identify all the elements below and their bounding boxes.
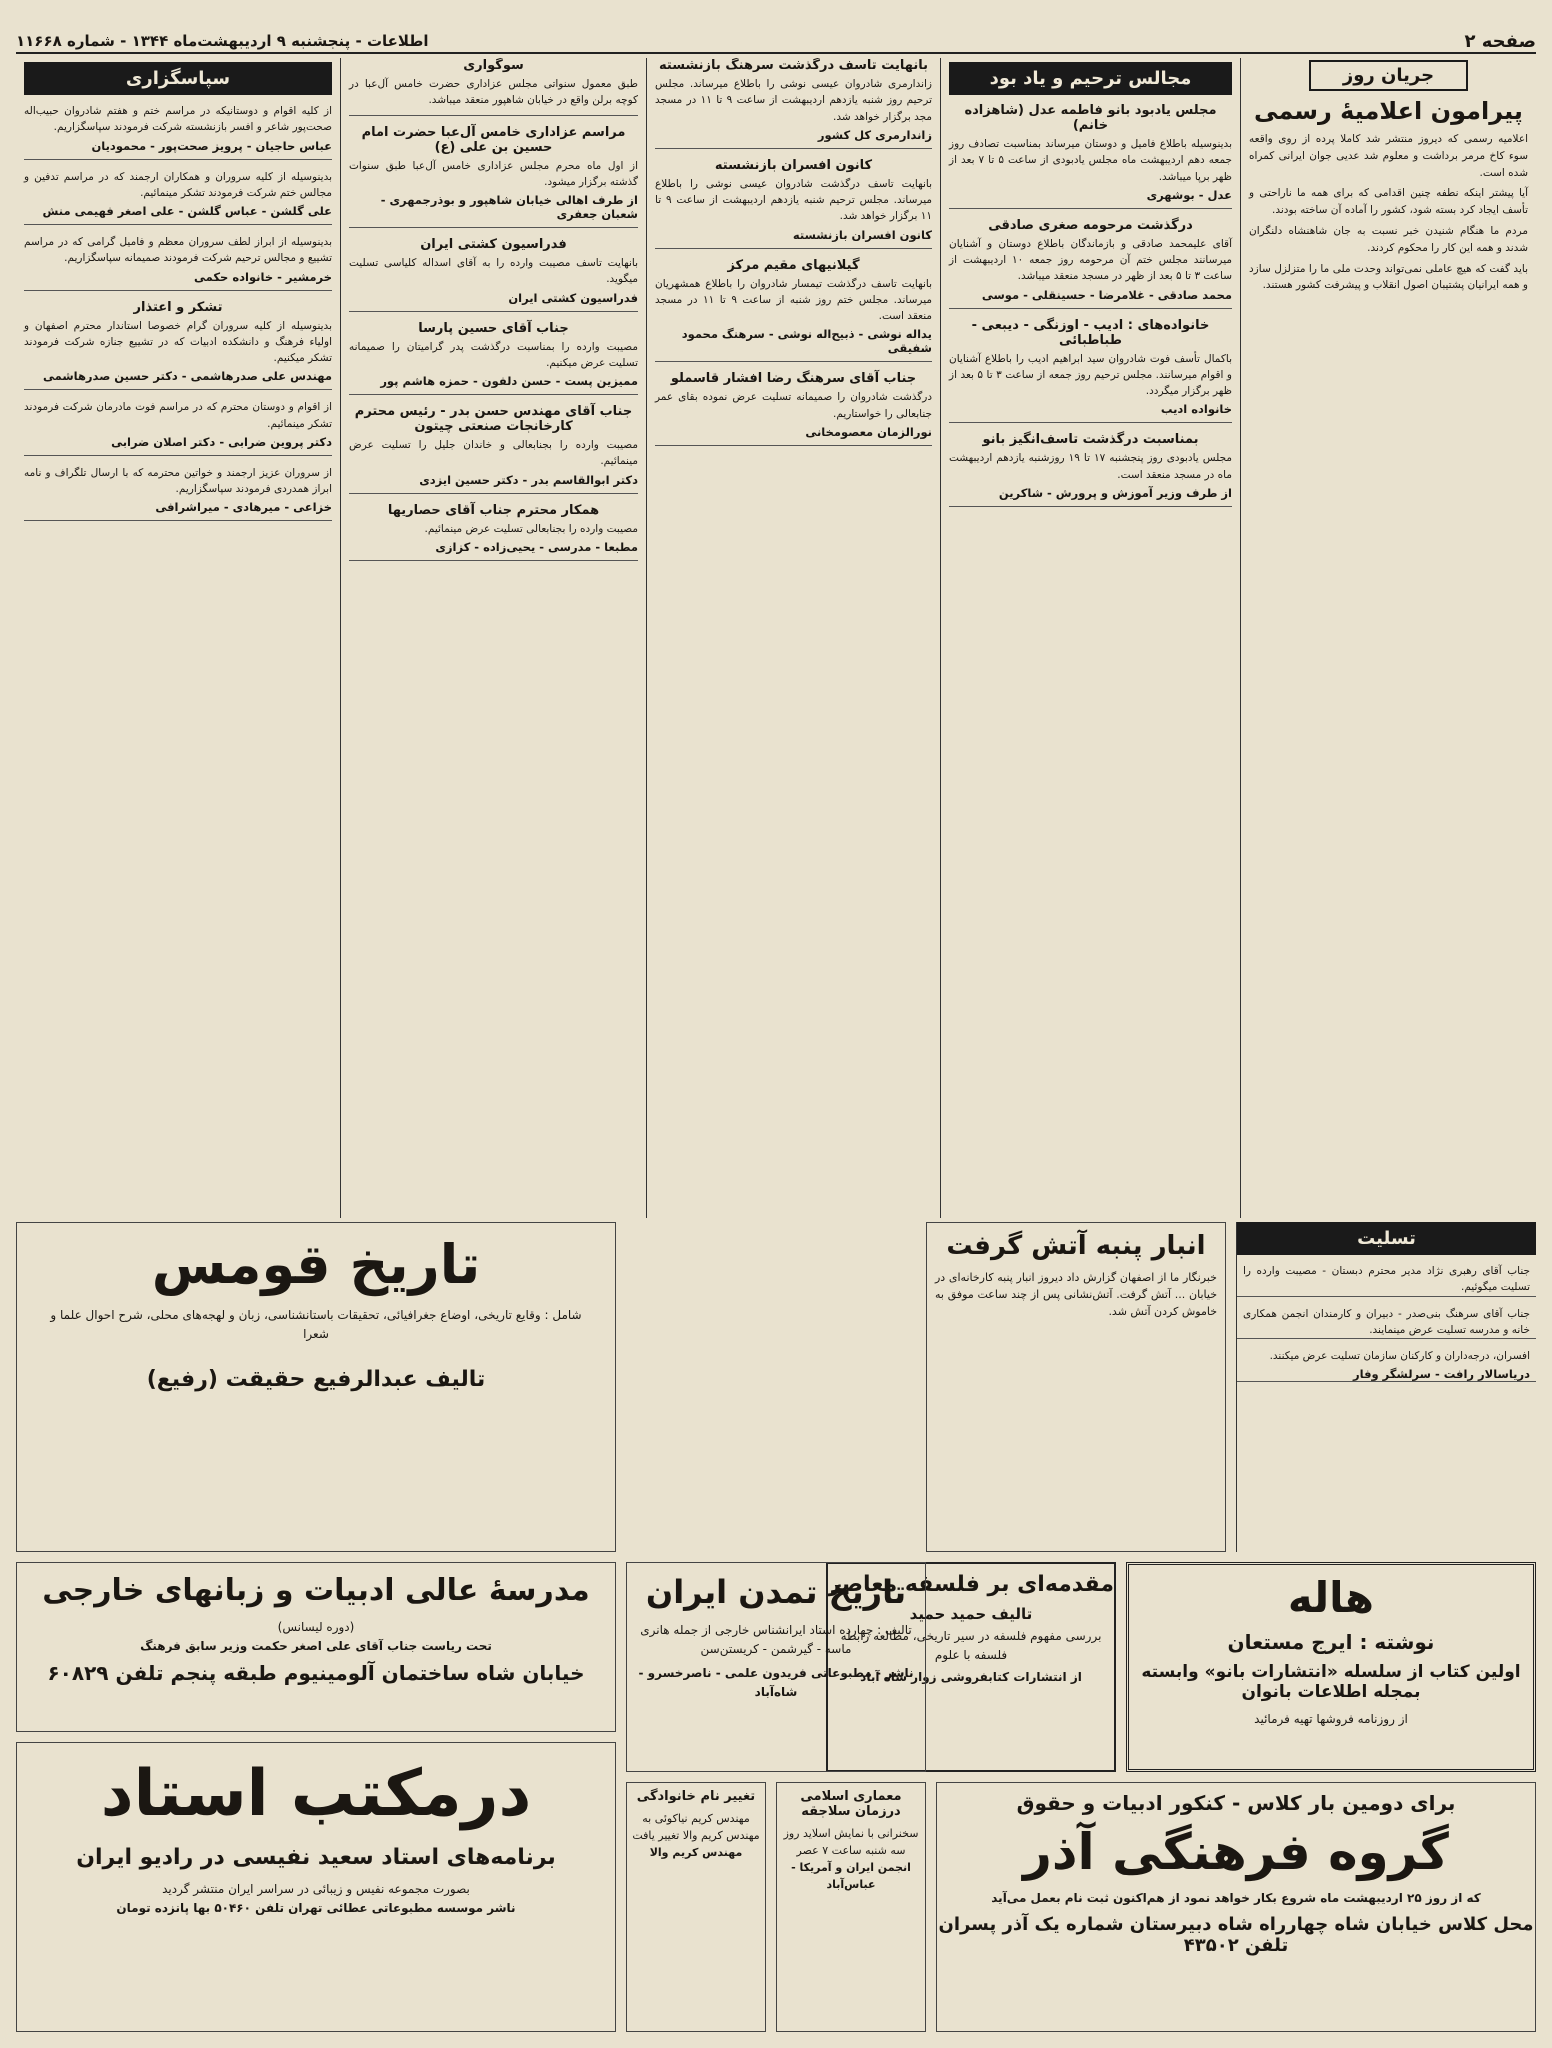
ad-address: محل کلاس خیابان شاه چهارراه شاه دبیرستان شماره یک آذر پسران تلفن ۴۳۵۰۲ (938, 1913, 1534, 1956)
notice-signature: از طرف اهالی خیابان شاهپور و بوذرجمهری - شعبان جعفری (380, 193, 638, 222)
notice-heading: جناب آقای سرهنگ رضا افشار قاسملو (670, 371, 917, 387)
fire-news (926, 1222, 1226, 1552)
ad-title: مدرسهٔ عالی ادبیات و زبانهای خارجی (42, 1573, 590, 1608)
notice-body: مصیبت وارده را بمناسبت درگذشت پدر گرامیتان را صمیمانه تسلیت عرض میکنیم. (349, 340, 638, 369)
notice (1237, 1263, 1536, 1297)
ad-detail: تحت ریاست جناب آقای علی اصغر حکمت وزیر سابق فرهنگ (140, 1638, 492, 1653)
notice-body: جناب آقای سرهنگ بنی‌صدر - دبیران و کارمندان انجمن همکاری خانه و مدرسه تسلیت عرض مینمایند. (1243, 1307, 1530, 1336)
page-number: صفحه ۲ (1464, 30, 1536, 52)
paragraph: اعلامیه رسمی که دیروز منتشر شد کاملا پرده از روی واقعه سوء کاخ مرمر برداشت و معلوم شد عدیی جوان ایرانی کمراه شده است. (1249, 133, 1528, 179)
notice-body: بانهایت تاسف درگذشت شادروان عیسی نوشی را باطلاع میرساند. مجلس ترحیم شنبه یازدهم اردیبهشت از ساعت ۹ تا ۱۱ برگزار خواهد شد. (655, 177, 932, 223)
ad-title: گروه فرهنگی آذر (1023, 1823, 1449, 1881)
ad-body: مهندس کریم نیاکوئی به مهندس کریم والا تغییر یافت (632, 1812, 760, 1843)
notice (949, 432, 1232, 507)
ad-desc: بررسی مفهوم فلسفه در سیر تاریخی، مطالعه رابطه فلسفه با علوم (840, 1629, 1102, 1662)
notice-body: بدینوسیله باطلاع فامیل و دوستان میرساند بمناسبت تصادف روز جمعه دهم اردیبهشت ماه مجلس یادبودی از ساعت ۵ تا ۷ بعد از ظهر برپا میباشد. (949, 138, 1233, 183)
notice-heading: همکار محترم جناب آقای حصاریها (387, 502, 600, 518)
notice-body: بدینوسیله از ابراز لطف سروران معظم و فامیل گرامی که در مراسم تشییع و مجالس ترحیم شرکت فرمودند صمیمانه سپاسگزاریم. (24, 236, 332, 265)
notice-heading: بمناسبت درگذشت تاسف‌انگیز بانو (982, 432, 1199, 448)
notice-heading: مراسم عزاداری خامس آل‌عبا حضرت امام حسین بن علی (ع) (361, 124, 626, 155)
ad-author: تالیف حمید حمید (909, 1605, 1033, 1623)
notice-body: باکمال تأسف فوت شادروان سید ابراهیم ادیب را باطلاع آشنایان و اقوام میرسانند. مجلس ترحیم روز جمعه از ساعت ۳ تا ۵ بعد از ظهر برگزار میگردد. (949, 352, 1232, 398)
ad-body: خبرنگار ما از اصفهان گزارش داد دیروز انبار پنبه کارخانه‌ای در خیابان ... آتش گرفت. آتش‌نشانی پس از چند ساعت موفق به خاموش کردن آتش شد. (935, 1271, 1217, 1319)
section-banner: تسلیت (1237, 1222, 1536, 1255)
column-left-inner (340, 58, 646, 1218)
notice (349, 321, 638, 396)
notice-body: بدینوسیله از کلیه سروران گرام خصوصا استاندار محترم اصفهان و اولیاء فرهنگ و دانشکده ادبیات که در تشییع جنازه شرکت فرمودند تشکر میکنیم. (24, 319, 332, 365)
column-center (646, 58, 940, 1218)
current-article (1249, 131, 1528, 294)
ad-desc: بصورت مجموعه نفیس و زیبائی در سراسر ایران منتشر گردید (162, 1882, 470, 1896)
notice (349, 125, 638, 229)
notice-body: زاندارمری شادروان عیسی نوشی را باطلاع میرساند. مجلس ترحیم روز شنبه یازدهم اردیبهشت از ساعت ۹ تا ۱۱ در مسجد مجد برگزار خواهد شد. (655, 78, 932, 123)
ad-title: انبار پنبه آتش گرفت (946, 1231, 1206, 1261)
school-ad (16, 1562, 616, 1732)
notice-signature: خانواده ادیب (1160, 402, 1232, 417)
notice (949, 103, 1232, 209)
notice (655, 258, 932, 363)
ad-title: تغییر نام خانوادگی (636, 1789, 756, 1804)
paragraph: آیا پیشتر اینکه نطفه چنین اقدامی که برای همه ما ناراحتی و تأسف ایجاد کرد بسته شود، کشور را آماده آن ساخته بودند. (1249, 187, 1528, 217)
ad-subtitle: برنامه‌های استاد سعید نفیسی در رادیو ایران (76, 1845, 556, 1870)
ad-info: که از روز ۲۵ اردیبهشت ماه شروع بکار خواهد نمود از هم‌اکنون ثبت نام بعمل می‌آید (991, 1891, 1481, 1905)
paragraph: باید گفت که هیچ عاملی نمی‌تواند وحدت ملی ما را متزلزل سازد و همه ایرانیان پشتیبان اصول انقلاب و پیشرفت کشور هستند. (1249, 262, 1528, 292)
notice-signature: فدراسیون کشتی ایران (508, 290, 638, 305)
notice-signature: عدل - بوشهری (1146, 187, 1232, 202)
notice-signature: دریاسالار رافت - سرلشگر وفار (1353, 1367, 1530, 1382)
notice-heading: فدراسیون کشتی ایران (420, 237, 567, 253)
paragraph: مردم ما هنگام شنیدن خبر نسبت به جان شاهنشاه دلنگران شدند و همه این کار را محکوم کردند. (1249, 224, 1528, 254)
ad-body: سخنرانی با نمایش اسلاید روز سه شنبه ساعت ۷ عصر (783, 1827, 919, 1858)
notice-signature: خزاعی - میرهادی - میراشرافی (155, 500, 332, 515)
ads-area (16, 1222, 1536, 2034)
notice (1237, 1348, 1536, 1382)
notice-signature: یداله نوشی - ذبیح‌اله نوشی - سرهنگ محمود شفیقی (681, 327, 932, 356)
notice-signature: دکتر ابوالقاسم بدر - دکتر حسین ایزدی (419, 472, 638, 487)
notice-body: بانهایت تاسف مصیبت وارده را به آقای اسداله کلیاسی تسلیت میگوید. (349, 257, 638, 286)
notice-body: آقای علیمحمد صادقی و بازماندگان باطلاع دوستان و آشنایان میرسانند مجلس ختم آن مرحومه روز جمعه ۱۰ اردیبهشت از ساعت ۳ تا ۵ بعد از ظهر در مسجد منعقد میباشد. (949, 237, 1232, 283)
ad-line: (دوره لیسانس) (277, 1620, 355, 1634)
azar-ad (936, 1782, 1536, 2032)
notice-body: طبق معمول سنواتی مجلس عزاداری حضرت خامس آل‌عبا در کوچه برلن واقع در خیابان شاهپور منعقد میباشد. (349, 78, 638, 107)
ad-publisher: از انتشارات کتابفروشی زوار شاه آباد (860, 1670, 1082, 1685)
notice (655, 158, 932, 249)
notice-heading: جناب آقای مهندس حسن بدر - رئیس محترم کارخانجات صنعتی چیتون (354, 404, 633, 435)
notice (24, 300, 332, 391)
notice-body: از اقوام و دوستان محترم که در مراسم فوت مادرمان شرکت فرمودند تشکر مینمائیم. (24, 401, 332, 430)
notice-body: جناب آقای رهبری نژاد مدیر محترم دبستان - مصیبت وارده را تسلیت میگوئیم. (1243, 1265, 1530, 1294)
section-banner: سپاسگزاری (24, 62, 332, 95)
notice (1237, 1306, 1536, 1340)
notice-body: از سروران عزیز ارجمند و خواتین محترمه که با ارسال تلگراف و نامه ابراز همدردی فرمودند سپاسگزاریم. (24, 466, 332, 496)
notice (655, 371, 932, 446)
notice (949, 318, 1232, 424)
notice (349, 503, 638, 561)
column-memorial (940, 58, 1240, 1218)
column-thanks (16, 58, 340, 1218)
notice-heading: مجلس یادبود بانو فاطمه عدل (شاهزاده خانم) (964, 103, 1217, 133)
ad-title: هاله (1287, 1573, 1375, 1622)
columns (16, 58, 1536, 1218)
notice-heading: جناب آقای حسین پارسا (418, 320, 569, 336)
ad-top: برای دومین بار کلاس - کنکور ادبیات و حقوق (1016, 1791, 1456, 1815)
notice-heading: گیلانیهای مقیم مرکز (727, 257, 860, 273)
ad-title: تاریخ قومس (151, 1233, 481, 1296)
notice-signature: ممیزین پست - حسن دلفون - حمزه هاشم پور (380, 374, 638, 389)
masthead (16, 30, 1536, 54)
notice-heading: تشکر و اعتذار (133, 299, 223, 315)
ad-line: از روزنامه فروشها تهیه فرمائید (1254, 1712, 1408, 1726)
notice-body: مجلس یادبودی روز پنجشنبه ۱۷ تا ۱۹ روزشنبه یازدهم اردیبهشت ماه در مسجد منعقد است. (949, 452, 1232, 481)
notice-signature: کانون افسران بازنشسته (792, 227, 932, 242)
notice (24, 103, 332, 160)
notice (24, 169, 332, 226)
notice (24, 399, 332, 456)
school-master-ad (16, 1742, 616, 2032)
ad-address: خیابان شاه ساختمان آلومینیوم طبقه پنجم تلفن ۶۰۸۲۹ (47, 1661, 585, 1686)
notice-heading: خانواده‌های : ادیب - اوزنگی - دیبعی - طباطبائی (971, 317, 1210, 348)
notice-signature: محمد صادقی - غلامرضا - حسینقلی - موسی (981, 287, 1232, 302)
notice-signature: مطبعا - مدرسی - یحیی‌زاده - کزازی (435, 539, 638, 554)
notice-heading: کانون افسران بازنشسته (714, 157, 873, 173)
notice (349, 404, 638, 494)
ad-signature: مهندس کریم والا (649, 1846, 743, 1860)
column-label: جریان روز (1309, 60, 1468, 91)
notice-signature: عباس حاجیان - پرویز صحت‌پور - محمودیان (91, 138, 332, 153)
notice (349, 237, 638, 312)
notice-signature: مهندس علی صدرهاشمی - دکتر حسین صدرهاشمی (42, 369, 332, 384)
qumes-ad (16, 1222, 616, 1552)
notice-signature: نورالزمان معصومخانی (805, 424, 932, 439)
notice-signature: علی گلشن - عباس گلشن - علی اصغر فهیمی منش (42, 204, 332, 219)
notice (655, 58, 932, 149)
notice-body: از اول ماه محرم مجلس عزاداری خامس آل‌عبا طبق سنوات گذشته برگزار میشود. (349, 159, 638, 188)
notice-body: بدینوسیله از کلیه سروران و همکاران ارجمند که در مراسم تدفین و مجالس ختم شرکت فرمودند تشکر مینمائیم. (24, 170, 332, 199)
hale-ad (1126, 1562, 1536, 1772)
notice (349, 58, 638, 116)
architecture-ad (776, 1782, 926, 2032)
namechange-ad (626, 1782, 766, 2032)
ad-publisher: ناشر - مطبوعاتی فریدون علمی - ناصرخسرو - شاه‌آباد (638, 1666, 914, 1699)
notice-heading: سوگواری (463, 58, 524, 73)
ad-desc: شامل : وقایع تاریخی، اوضاع جغرافیائی، تحقیقات باستانشناسی، زبان و لهجه‌های محلی، شرح احوال علما و شعرا (50, 1308, 582, 1341)
ad-signature: انجمن ایران و آمریکا - عباس‌آباد (791, 1861, 911, 1892)
notice (24, 234, 332, 291)
notice (949, 218, 1232, 309)
condolence-block (1236, 1222, 1536, 1552)
notice-body: از کلیه اقوام و دوستانیکه در مراسم ختم و هفتم شادروان حبیب‌اله صحت‌پور شاعر و افسر بازنشسته شرکت فرمودند سپاسگزاریم. (24, 105, 332, 134)
notice-signature: زاندارمری کل کشور (817, 127, 932, 142)
notice-signature: از طرف وزیر آموزش و پرورش - شاکرین (998, 485, 1232, 500)
ad-author: تالیف عبدالرفیع حقیقت (رفیع) (146, 1367, 486, 1393)
notice (24, 465, 332, 522)
notice-signature: دکتر پروین ضرابی - دکتر اصلان ضرابی (111, 434, 332, 449)
notice-signature: خرمشیر - خانواده حکمی (194, 269, 332, 284)
ad-desc: تالیف : چهارده استاد ایرانشناس خارجی از جمله هانری ماسه - گیرشمن - کریستن‌سن (640, 1623, 912, 1656)
notice-body: افسران، درجه‌داران و کارکنان سازمان تسلیت عرض میکنند. (1269, 1350, 1530, 1363)
notice-heading: بانهایت تاسف درگذشت سرهنگ بازنشسته (659, 58, 928, 73)
notice-body: مصیبت وارده را بجنابعالی و خاندان جلیل را تسلیت عرض مینمائیم. (349, 439, 638, 468)
ad-author: نوشته : ایرج مستعان (1227, 1630, 1435, 1654)
ad-title: درمکتب استاد (100, 1757, 532, 1831)
ad-publisher: ناشر موسسه مطبوعاتی عطائی تهران تلفن ۵۰۴۶۰ بها پانزده تومان (116, 1900, 516, 1915)
notice-heading: درگذشت مرحومه صغری صادقی (988, 217, 1193, 233)
ad-title: مقدمه‌ای بر فلسفه معاصر (828, 1572, 1114, 1597)
ad-line: اولین کتاب از سلسله «انتشارات بانو» وابسته بمجله اطلاعات بانوان (1141, 1662, 1521, 1702)
notice-body: مصیبت وارده را بجنابعالی تسلیت عرض مینمائیم. (424, 522, 638, 535)
civilization-ad (626, 1562, 926, 1772)
notice-body: بانهایت تاسف درگذشت تیمسار شادروان را باطلاع همشهریان میرساند. مجلس ختم روز شنبه از ساعت ۹ تا ۱۱ در مسجد منعقد است. (655, 277, 933, 323)
notice-body: درگذشت شادروان را صمیمانه تسلیت عرض نموده بقای عمر جنابعالی را خواستاریم. (655, 391, 932, 420)
ad-title: تاریخ تمدن ایران (645, 1573, 907, 1611)
ad-title: معماری اسلامی درزمان سلاجقه (800, 1789, 902, 1819)
column-current (1240, 58, 1536, 1218)
issue-info: اطلاعات - پنجشنبه ۹ اردیبهشت‌ماه ۱۳۴۴ - شماره ۱۱۶۶۸ (16, 32, 429, 50)
column-title: پیرامون اعلامیهٔ رسمی (1254, 97, 1523, 125)
section-banner: مجالس ترحیم و یاد بود (949, 62, 1232, 95)
